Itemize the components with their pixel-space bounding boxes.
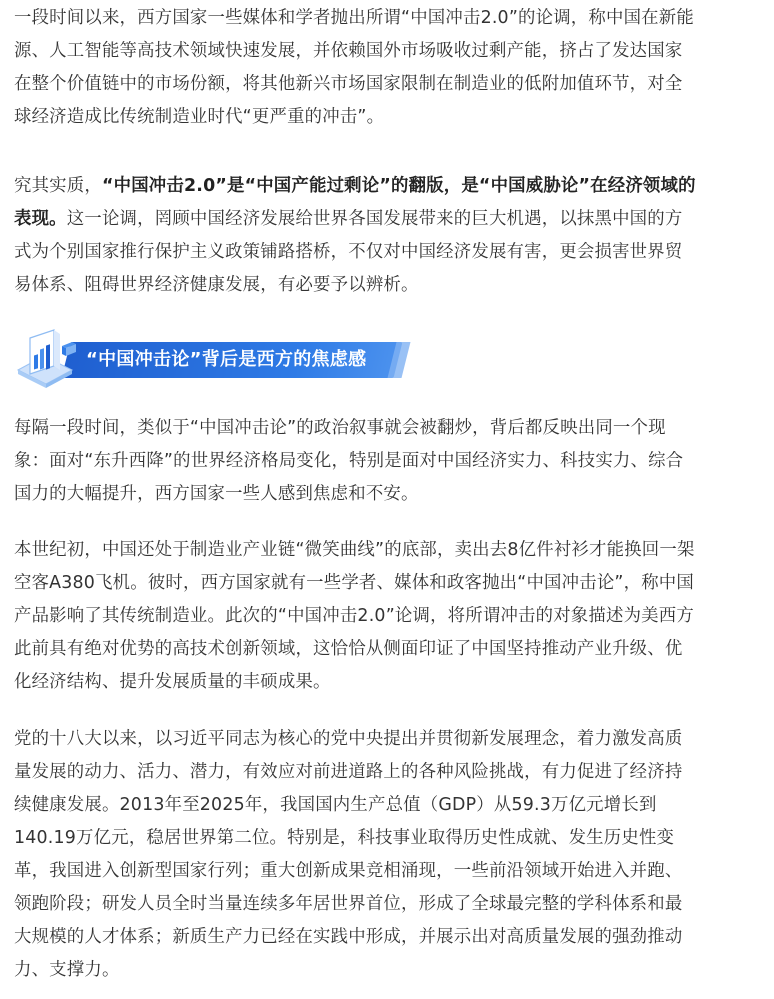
section-title: “中国冲击论”背后是西方的焦虑感	[86, 349, 367, 370]
paragraph-line: 国力的大幅提升，西方国家一些人感到焦虑和不安。	[14, 484, 419, 504]
paragraph-line: 式为个别国家推行保护主义政策铺路搭桥，不仅对中国经济发展有害，更会损害世界贸	[14, 242, 683, 262]
lead-text: 究其实质，	[14, 176, 102, 196]
paragraph-line: 量发展的动力、活力、潜力，有效应对前进道路上的各种风险挑战，有力促进了经济持	[14, 762, 683, 782]
section-header	[14, 326, 404, 392]
document-chart-icon	[14, 326, 84, 392]
paragraph-3	[14, 412, 760, 511]
paragraph-line: 在整个价值链中的市场份额，将其他新兴市场国家限制在制造业的低附加值环节，对全	[14, 74, 683, 94]
paragraph-line: 产品影响了其传统制造业。此次的“中国冲击2.0”论调，将所谓冲击的对象描述为美西方	[14, 606, 694, 626]
paragraph-line: 源、人工智能等高技术领域快速发展，并依赖国外市场吸收过剩产能，挤占了发达国家	[14, 41, 683, 61]
paragraph-line: 党的十八大以来，以习近平同志为核心的党中央提出并贯彻新发展理念，着力激发高质	[14, 729, 683, 749]
paragraph-1	[14, 2, 760, 134]
paragraph-line: 革，我国进入创新型国家行列；重大创新成果竞相涌现，一些前沿领域开始进入并跑、	[14, 861, 683, 881]
paragraph-line: 一段时间以来，西方国家一些媒体和学者抛出所谓“中国冲击2.0”的论调，称中国在新能	[14, 8, 694, 28]
paragraph-line: 每隔一段时间，类似于“中国冲击论”的政治叙事就会被翻炒，背后都反映出同一个现	[14, 418, 666, 438]
paragraph-line: 此前具有绝对优势的高技术创新领域，这恰恰从侧面印证了中国坚持推动产业升级、优	[14, 639, 683, 659]
paragraph-2	[14, 170, 760, 302]
paragraph-line: 领跑阶段；研发人员全时当量连续多年居世界首位，形成了全球最完整的学科体系和最	[14, 894, 683, 914]
paragraph-line: 续健康发展。2013年至2025年，我国国内生产总值（GDP）从59.3万亿元增长到	[14, 795, 657, 815]
paragraph-line	[14, 170, 760, 203]
paragraph-4	[14, 534, 760, 699]
bold-thesis: “中国冲击2.0”是“中国产能过剩论”的翻版，是“中国威胁论”在经济领域的	[101, 176, 696, 196]
bold-thesis-end: 表现。	[14, 209, 67, 229]
paragraph-line: 化经济结构、提升发展质量的丰硕成果。	[14, 672, 331, 692]
paragraph-line: 力、支撑力。	[14, 960, 120, 980]
paragraph-line: 本世纪初，中国还处于制造业产业链“微笑曲线”的底部，卖出去8亿件衬衫才能换回一架	[14, 540, 695, 560]
paragraph-line	[14, 203, 760, 236]
body-text: 这一论调，罔顾中国经济发展给世界各国发展带来的巨大机遇，以抹黑中国的方	[66, 209, 683, 229]
paragraph-5	[14, 723, 760, 987]
paragraph-line: 空客A380飞机。彼时，西方国家就有一些学者、媒体和政客抛出“中国冲击论”，称中国	[14, 573, 694, 593]
paragraph-line: 易体系、阻碍世界经济健康发展，有必要予以辨析。	[14, 275, 419, 295]
paragraph-line: 球经济造成比传统制造业时代“更严重的冲击”。	[14, 107, 385, 127]
paragraph-line: 象：面对“东升西降”的世界经济格局变化，特别是面对中国经济实力、科技实力、综合	[14, 451, 684, 471]
paragraph-line: 大规模的人才体系；新质生产力已经在实践中形成，并展示出对高质量发展的强劲推动	[14, 927, 683, 947]
paragraph-line: 140.19万亿元，稳居世界第二位。特别是，科技事业取得历史性成就、发生历史性变	[14, 828, 675, 848]
